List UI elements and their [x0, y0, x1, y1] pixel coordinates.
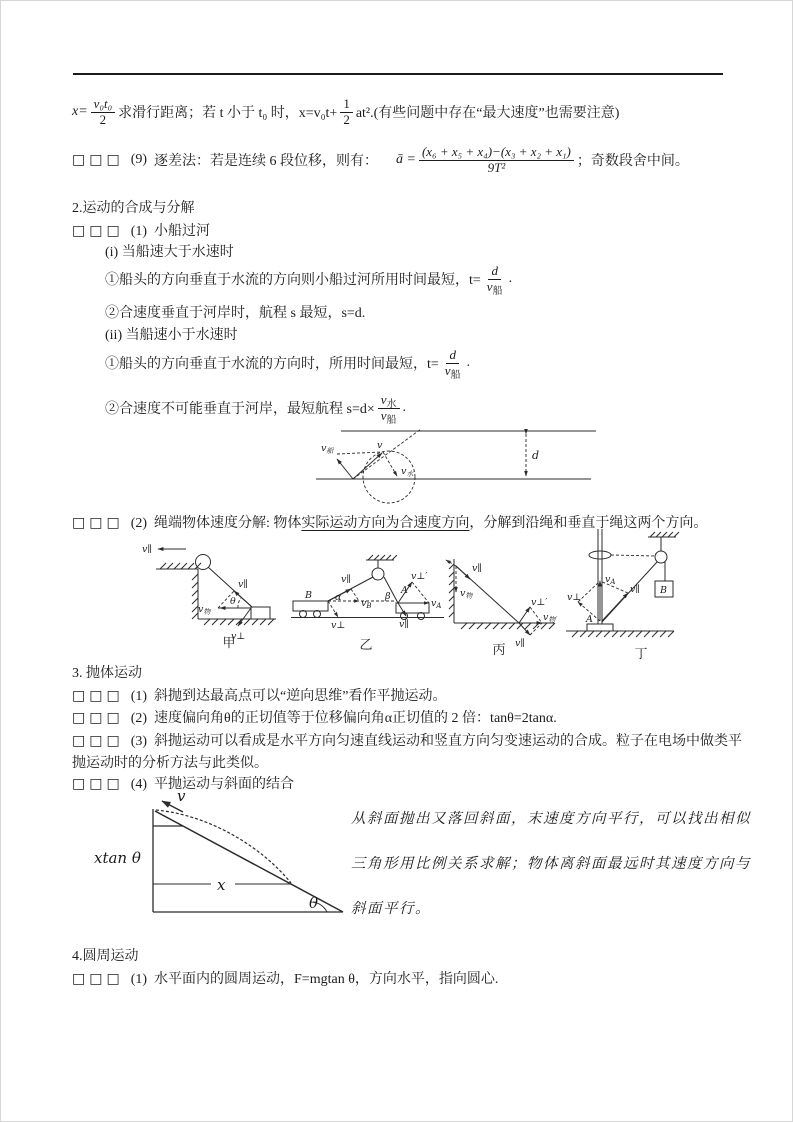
case-i-point1 [105, 257, 512, 301]
header-rule [73, 73, 723, 75]
item-number: (2) [130, 516, 148, 531]
item-tail: ；奇数段舍中间。 [576, 154, 689, 169]
item-text: 斜抛运动可以看成是水平方向匀速直线运动和竖直方向匀变速运动的合成。粒子在电场中做类平抛运动时的分析方法与此类似。 [72, 734, 743, 771]
incline-note-line3: 斜面平行。 [351, 901, 431, 917]
label-v-perp-right: v⊥′ [411, 571, 428, 582]
case-i-point2: ②合速度垂直于河岸时，航程 s 最短，s=d. [105, 306, 366, 321]
math-abar: ā = [396, 152, 416, 167]
label-v-perp-prime: v⊥′ [531, 597, 548, 608]
label-v: v [177, 787, 186, 805]
item-number: (4) [130, 777, 148, 792]
case-i: (i) 当船速大于水速时 [105, 245, 234, 260]
fraction-v0t0-2: $\frac{\text{v₀t₀}}{2}$ [91, 97, 115, 128]
label-beta: β [385, 591, 391, 602]
checkbox-group: □□□ [72, 515, 124, 531]
incline-note-line1: 从斜面抛出又落回斜面，末速度方向平行，可以找出相似 [351, 811, 751, 827]
label-v-B: $v_B$ [361, 598, 372, 610]
case-ii: (ii) 当船速小于水速时 [105, 328, 238, 343]
item-number: (9) [130, 152, 148, 167]
label-point-A: A [586, 614, 593, 625]
checkbox-group: □□□ [72, 688, 124, 704]
text: 绳端物体速度分解: 物体 [154, 516, 302, 531]
fraction-vwater-vboat: $\frac{v_水}{v_船}$ [378, 393, 400, 424]
section4-heading: 4.圆周运动 [72, 949, 139, 964]
caption-bing: 丙 [492, 643, 506, 658]
checkbox-group: □□□ [72, 971, 124, 987]
item-number: (1) [130, 689, 148, 704]
text-max-speed-note: at².(有些问题中存在“最大速度”也需要注意) [355, 106, 620, 121]
item-number: (1) [130, 224, 148, 239]
item-horizontal-circular [72, 969, 498, 990]
item-number: (3) [130, 734, 148, 749]
item-text: 水平面内的圆周运动，F=mgtan θ，方向水平，指向圆心. [154, 972, 499, 987]
text: ①船头的方向垂直于水流的方向则小船过河所用时间最短，t= [105, 273, 481, 288]
text-end: . [466, 355, 471, 370]
item-text: 斜抛到达最高点可以“逆向思维”看作平抛运动。 [154, 689, 447, 704]
label-alpha: α [335, 592, 342, 603]
caption-ding: 丁 [634, 647, 648, 662]
label-v-perp: v⊥ [567, 592, 582, 603]
item-text: 逐差法：若是连续 6 段位移，则有： [154, 154, 379, 169]
checkbox-group: □□□ [72, 710, 124, 726]
fraction-d-vboat: $\frac{d}{v_船}$ [486, 262, 503, 297]
label-theta: θ [309, 894, 319, 912]
label-x: x [217, 876, 226, 894]
text-end: . [402, 400, 407, 415]
section3-heading: 3. 抛体运动 [72, 666, 142, 681]
label-v-A: $v_A$ [431, 598, 442, 610]
label-v-perp-left: v⊥ [331, 620, 346, 631]
figure-bing-rod-wall [439, 554, 564, 659]
label-v-parallel-left: v∥ [341, 574, 351, 585]
item-text: 平抛运动与斜面的结合 [154, 777, 295, 792]
label-d: d [532, 449, 540, 462]
label-v-parallel-rope: v∥ [238, 579, 248, 590]
figure-river-crossing [309, 421, 599, 516]
label-v-water: $v_水$ [401, 466, 414, 478]
item-boat-crossing [72, 221, 210, 242]
item-text: 小船过河 [154, 224, 211, 239]
text: ①船头的方向垂直于水流的方向时，所用时间最短，t= [105, 357, 439, 372]
label-cart-A: A [401, 585, 408, 596]
label-block-B: B [660, 585, 667, 596]
text-end: ，分解到沿绳和垂直于绳这两个方向。 [469, 516, 708, 531]
label-v-parallel-top: v∥ [472, 563, 482, 574]
item-number: (1) [130, 972, 148, 987]
label-v: v [377, 440, 383, 451]
figure-ding-pole-pulley [564, 524, 739, 664]
label-cart-B: B [305, 590, 312, 601]
checkbox-group: □□□ [72, 733, 124, 749]
label-v-object: $v_物$ [460, 588, 473, 600]
label-v-boat: $v_船$ [321, 443, 334, 455]
figure-yi-two-carts [289, 546, 454, 656]
label-v-parallel-bottom: v∥ [515, 638, 525, 649]
case-ii-point1 [105, 341, 470, 385]
item-tangent-relation [72, 708, 557, 729]
fraction-d-vboat: $\frac{d}{v_船}$ [444, 346, 461, 381]
fraction-successive: $\frac{\text{(x₆ + x₅ + x₄)−(x₃ + x₂ + x₁)}}{\text{9T²}}$ [419, 145, 574, 176]
checkbox-group: □□□ [72, 152, 124, 168]
label-v-perp: v⊥ [231, 631, 246, 642]
label-v-parallel-top: v∥ [142, 544, 152, 555]
item-9-successive-difference [72, 137, 689, 183]
text-end: . [508, 271, 513, 286]
label-xtan-theta: xtan θ [94, 849, 141, 867]
checkbox-group: □□□ [72, 776, 124, 792]
item-reverse-thinking [72, 686, 446, 707]
checkbox-group: □□□ [72, 223, 124, 239]
fraction-half: $\frac{1}{2}$ [340, 97, 353, 128]
incline-note-line2: 三角形用比例关系求解；物体离斜面最远时其速度方向与 [351, 856, 751, 872]
text: ②合速度不可能垂直于河岸，最短航程 s=d× [105, 402, 375, 417]
caption-yi: 乙 [359, 638, 373, 653]
label-theta: θ [230, 596, 236, 607]
text-sliding: 求滑行距离；若 t 小于 t₀ 时，x=v₀t+ [118, 106, 338, 121]
label-v-A: $v_A$ [605, 574, 616, 586]
caption-jia: 甲 [222, 636, 236, 651]
label-v-object-prime: $v_{物'}$ [543, 612, 557, 624]
item-text: 速度偏向角θ的正切值等于位移偏向角α正切值的 2 倍：tanθ=2tanα. [154, 711, 557, 726]
figure-jia-pulley-wall [134, 536, 299, 651]
label-v-parallel: v∥ [630, 584, 640, 595]
math-x-eq: x= [72, 104, 88, 119]
label-v-parallel-right: v∥ [399, 619, 409, 630]
text-underlined: 实际运动方向为合速度方向 [301, 516, 470, 531]
figure-incline-projectile [89, 787, 359, 929]
formula-sliding-distance [72, 89, 619, 135]
label-v-object: $v_物$ [198, 604, 211, 616]
section2-heading: 2.运动的合成与分解 [72, 201, 195, 216]
item-oblique-projectile [72, 730, 746, 775]
item-number: (2) [130, 711, 148, 726]
